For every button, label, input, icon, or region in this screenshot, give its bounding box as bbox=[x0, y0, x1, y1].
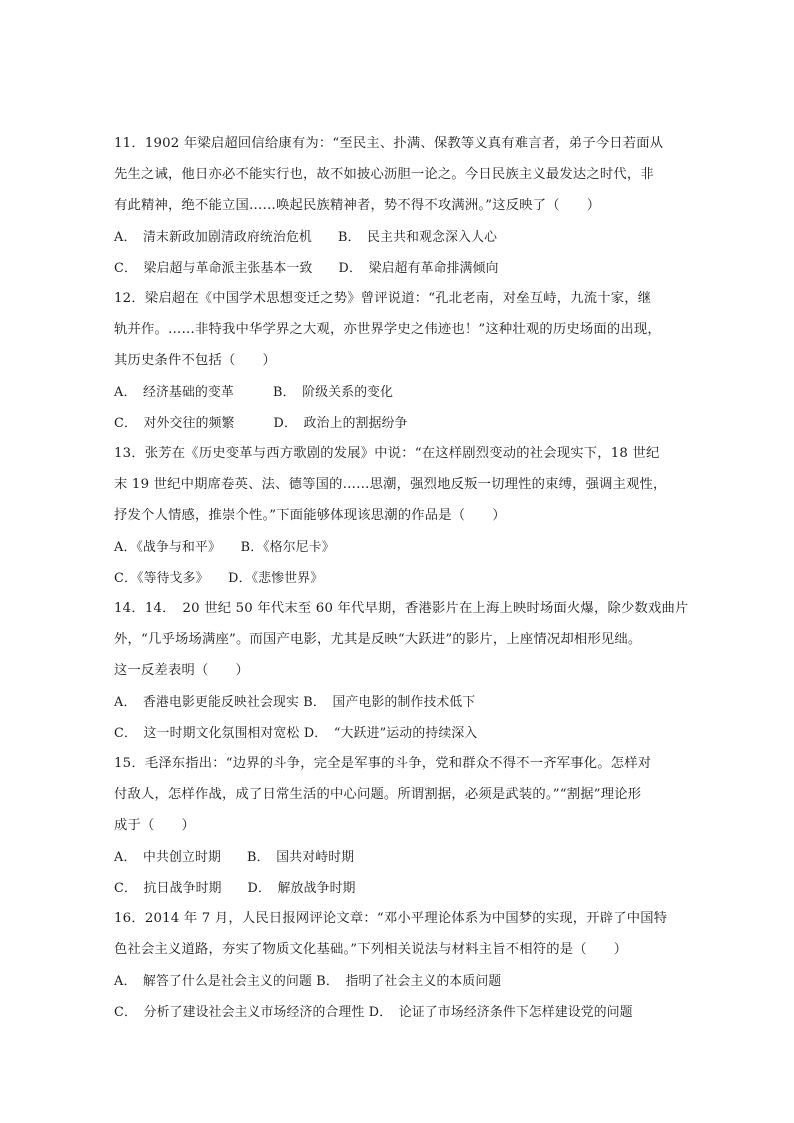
question-14-line-3: 这一反差表明（ ） bbox=[114, 663, 249, 678]
question-15-line-2: 付敌人，怎样作战，成了日常生活的中心问题。所谓割据，必须是武装的。”“割据”理论形 bbox=[114, 787, 642, 802]
question-13-line-1: 13．张芳在《历史变革与西方歌剧的发展》中说：“在这样剧烈变动的社会现实下，18 世纪 bbox=[114, 446, 660, 461]
question-15-options-cd: C． 抗日战争时期 D． 解放战争时期 bbox=[114, 881, 356, 896]
question-16-line-2: 色社会主义道路，夯实了物质文化基础。”下列相关说法与材料主旨不相符的是（ ） bbox=[114, 942, 628, 957]
question-13-line-2: 末 19 世纪中期席卷英、法、德等国的……思潮，强烈地反叛一切理性的束缚，强调主观性， bbox=[114, 477, 667, 492]
question-11-options-ab: A． 清末新政加剧清政府统治危机 B． 民主共和观念深入人心 bbox=[114, 230, 498, 245]
question-14-line-1: 14．14． 20 世纪 50 年代末至 60 年代早期，香港影片在上海上映时场面火爆，除少数戏曲片 bbox=[114, 601, 689, 616]
question-12-line-1: 12．梁启超在《中国学术思想变迁之势》曾评说道：“孔北老南，对垒互峙，九流十家，继 bbox=[114, 291, 652, 306]
question-14-options-cd: C． 这一时期文化氛围相对宽松 D． “大跃进”运动的持续深入 bbox=[114, 726, 478, 741]
question-16-line-1: 16．2014 年 7 月，人民日报网评论文章：“邓小平理论体系为中国梦的实现，开辟了中国特 bbox=[114, 911, 668, 926]
question-14-options-ab: A． 香港电影更能反映社会现实 B． 国产电影的制作技术低下 bbox=[114, 695, 476, 710]
question-12-line-3: 其历史条件不包括（ ） bbox=[114, 353, 276, 368]
question-11-line-2: 先生之诫，他日亦必不能实行也，故不如披心沥胆一论之。今日民族主义最发达之时代，非 bbox=[114, 167, 654, 182]
question-14-line-2: 外，“几乎场场满座”。而国产电影，尤其是反映“大跃进”的影片，上座情况却相形见绌。 bbox=[114, 632, 642, 647]
question-12-options-cd: C． 对外交往的频繁 D． 政治上的割据纷争 bbox=[114, 416, 408, 431]
question-16-options-ab: A． 解答了什么是社会主义的问题 B． 指明了社会主义的本质问题 bbox=[114, 974, 502, 989]
question-13-line-3: 抒发个人情感，推崇个性。”下面能够体现该思潮的作品是（ ） bbox=[114, 508, 506, 523]
question-15-options-ab: A． 中共创立时期 B． 国共对峙时期 bbox=[114, 850, 355, 865]
question-15-line-1: 15．毛泽东指出：“边界的斗争，完全是军事的斗争，党和群众不得不一齐军事化。怎样对 bbox=[114, 756, 652, 771]
question-11-line-3: 有此精神，绝不能立国……唤起民族精神者，势不得不攻满洲。”这反映了（ ） bbox=[114, 198, 601, 213]
question-16-options-cd: C． 分析了建设社会主义市场经济的合理性 D． 论证了市场经济条件下怎样建设党的问题 bbox=[114, 1005, 633, 1020]
question-11-options-cd: C． 梁启超与革命派主张基本一致 D． 梁启超有革命排满倾向 bbox=[114, 261, 499, 276]
question-12-options-ab: A． 经济基础的变革 B． 阶级关系的变化 bbox=[114, 385, 394, 400]
question-13-options-ab: A．《战争与和平》 B．《格尔尼卡》 bbox=[114, 540, 335, 555]
question-13-options-cd: C．《等待戈多》 D．《悲惨世界》 bbox=[114, 571, 324, 586]
question-12-line-2: 轨并作。……非特我中华学界之大观，亦世界学史之伟迹也！”这种壮观的历史场面的出现， bbox=[114, 322, 661, 337]
question-15-line-3: 成于（ ） bbox=[114, 818, 195, 833]
question-11-line-1: 11．1902 年梁启超回信给康有为：“至民主、扑满、保教等义真有难言者，弟子今日若面从 bbox=[114, 136, 664, 151]
